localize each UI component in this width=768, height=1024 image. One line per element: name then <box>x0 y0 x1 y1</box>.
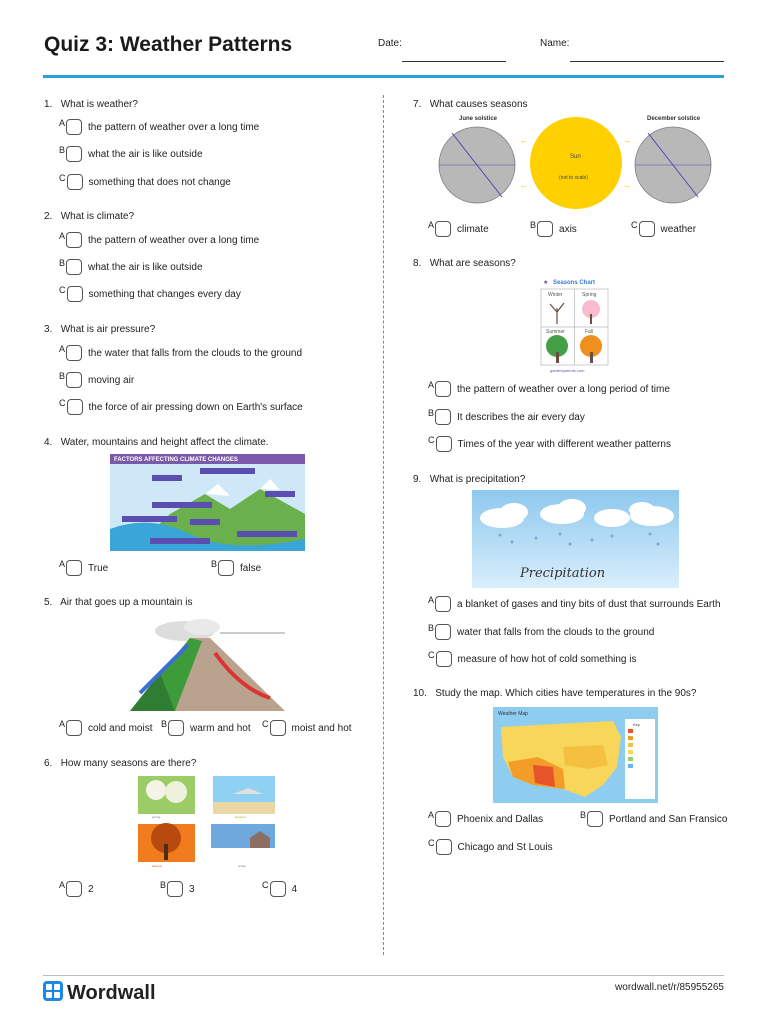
q3-option-c[interactable]: C the force of air pressing down on Earth's surface <box>59 399 303 415</box>
svg-text:★: ★ <box>543 280 549 286</box>
checkbox[interactable] <box>435 409 451 425</box>
svg-text:autumn: autumn <box>152 864 163 868</box>
seasons-chart-image <box>537 276 612 374</box>
checkbox[interactable] <box>66 345 82 361</box>
q1-option-a[interactable]: A the pattern of weather over a long time <box>59 119 259 135</box>
seasons-cause-image <box>437 113 715 215</box>
checkbox[interactable] <box>66 259 82 275</box>
checkbox[interactable] <box>168 720 184 736</box>
checkbox[interactable] <box>67 399 83 415</box>
checkbox[interactable] <box>639 221 655 237</box>
checkbox[interactable] <box>537 221 553 237</box>
svg-text:→: → <box>623 181 631 190</box>
checkbox[interactable] <box>66 560 82 576</box>
season-winter: Winter <box>548 292 563 298</box>
checkbox[interactable] <box>66 119 82 135</box>
checkbox[interactable] <box>436 436 452 452</box>
mountain-air-image <box>130 613 285 711</box>
map-title: Weather Map <box>498 711 528 717</box>
checkbox[interactable] <box>66 881 82 897</box>
question-9: 9. What is precipitation? <box>413 474 526 485</box>
header-rule <box>43 75 724 78</box>
checkbox[interactable] <box>435 596 451 612</box>
question-10: 10. Study the map. Which cities have temperatures in the 90s? <box>413 688 697 699</box>
svg-text:spring: spring <box>152 815 161 819</box>
q3-option-b[interactable]: B moving air <box>59 372 134 388</box>
q8-option-a[interactable]: A the pattern of weather over a long period of time <box>428 381 670 397</box>
checkbox[interactable] <box>167 881 183 897</box>
q9-option-c[interactable]: C measure of how hot of cold something is <box>428 651 636 667</box>
june-solstice-label: June solstice <box>459 116 498 122</box>
checkbox[interactable] <box>270 881 286 897</box>
checkbox[interactable] <box>67 286 83 302</box>
q9-option-a[interactable]: A a blanket of gases and tiny bits of dust that surrounds Earth <box>428 596 721 612</box>
q6-option-a[interactable]: A 2 <box>59 881 94 897</box>
quiz-title: Quiz 3: Weather Patterns <box>44 33 293 56</box>
q9-option-b[interactable]: B water that falls from the clouds to the ground <box>428 624 654 640</box>
december-solstice-label: December solstice <box>647 116 701 122</box>
question-1: 1. What is weather? <box>44 99 138 110</box>
q8-option-c[interactable]: C Times of the year with different weather patterns <box>428 436 671 452</box>
column-divider <box>383 95 384 955</box>
svg-text:←: ← <box>520 181 528 190</box>
checkbox[interactable] <box>436 839 452 855</box>
map-key-title: Key <box>633 722 640 727</box>
date-field[interactable] <box>402 61 506 62</box>
seasons-chart-title: Seasons Chart <box>553 280 596 286</box>
season-spring: Spring <box>582 292 597 298</box>
question-2: 2. What is climate? <box>44 211 135 222</box>
q2-option-c[interactable]: C something that changes every day <box>59 286 241 302</box>
checkbox[interactable] <box>436 651 452 667</box>
footer-rule <box>43 975 724 976</box>
q7-option-a[interactable]: A climate <box>428 221 489 237</box>
q4-option-b[interactable]: B false <box>211 560 261 576</box>
q8-option-b[interactable]: B It describes the air every day <box>428 409 585 425</box>
checkbox[interactable] <box>435 381 451 397</box>
sun-note: (not to scale) <box>559 175 588 181</box>
precipitation-label: Precipitation <box>520 566 606 581</box>
checkbox[interactable] <box>66 720 82 736</box>
q2-option-a[interactable]: A the pattern of weather over a long time <box>59 232 259 248</box>
q10-option-c[interactable]: C Chicago and St Louis <box>428 839 553 855</box>
q6-option-c[interactable]: C 4 <box>262 881 297 897</box>
weather-map-image <box>493 707 658 803</box>
name-label: Name: <box>540 38 570 49</box>
checkbox[interactable] <box>66 232 82 248</box>
question-7: 7. What causes seasons <box>413 99 528 110</box>
q10-option-b[interactable]: B Portland and San Fransico <box>580 811 727 827</box>
svg-text:summer: summer <box>235 815 246 819</box>
svg-text:winter: winter <box>238 864 247 868</box>
date-label: Date: <box>378 38 402 49</box>
checkbox[interactable] <box>435 624 451 640</box>
seasons-site: gardenparents.com <box>550 368 585 373</box>
q5-option-a[interactable]: A cold and moist <box>59 720 153 736</box>
q3-option-a[interactable]: A the water that falls from the clouds to the ground <box>59 345 302 361</box>
checkbox[interactable] <box>270 720 286 736</box>
question-4: 4. Water, mountains and height affect the climate. <box>44 437 269 448</box>
name-field[interactable] <box>570 61 724 62</box>
q10-option-a[interactable]: A Phoenix and Dallas <box>428 811 543 827</box>
q2-option-b[interactable]: B what the air is like outside <box>59 259 203 275</box>
checkbox[interactable] <box>66 372 82 388</box>
svg-text:←: ← <box>520 136 528 145</box>
q1-option-b[interactable]: B what the air is like outside <box>59 146 203 162</box>
checkbox[interactable] <box>587 811 603 827</box>
question-8: 8. What are seasons? <box>413 258 516 269</box>
checkbox[interactable] <box>66 146 82 162</box>
checkbox[interactable] <box>435 811 451 827</box>
precipitation-image <box>472 490 679 588</box>
svg-text:→: → <box>623 136 631 145</box>
q6-option-b[interactable]: B 3 <box>160 881 195 897</box>
q4-option-a[interactable]: A True <box>59 560 108 576</box>
checkbox[interactable] <box>435 221 451 237</box>
q5-option-b[interactable]: B warm and hot <box>161 720 251 736</box>
wordwall-logo-icon <box>43 981 63 1006</box>
question-3: 3. What is air pressure? <box>44 324 156 335</box>
footer-url[interactable]: wordwall.net/r/85955265 <box>615 982 724 993</box>
climate-image-title: FACTORS AFFECTING CLIMATE CHANGES <box>114 457 238 463</box>
season-summer: Summer <box>546 329 565 335</box>
wordwall-logo[interactable] <box>43 981 156 1006</box>
q7-option-b[interactable]: B axis <box>530 221 577 237</box>
wordwall-brand: Wordwall <box>67 982 156 1004</box>
checkbox[interactable] <box>218 560 234 576</box>
checkbox[interactable] <box>67 174 83 190</box>
q1-option-c[interactable]: C something that does not change <box>59 174 231 190</box>
question-6: 6. How many seasons are there? <box>44 758 197 769</box>
four-seasons-image <box>138 776 278 872</box>
q7-option-c[interactable]: C weather <box>631 221 696 237</box>
season-fall: Fall <box>585 329 594 335</box>
q5-option-c[interactable]: C moist and hot <box>262 720 352 736</box>
question-5: 5. Air that goes up a mountain is <box>44 597 193 608</box>
climate-factors-image <box>110 454 305 551</box>
sun-label: Sun <box>570 154 581 160</box>
